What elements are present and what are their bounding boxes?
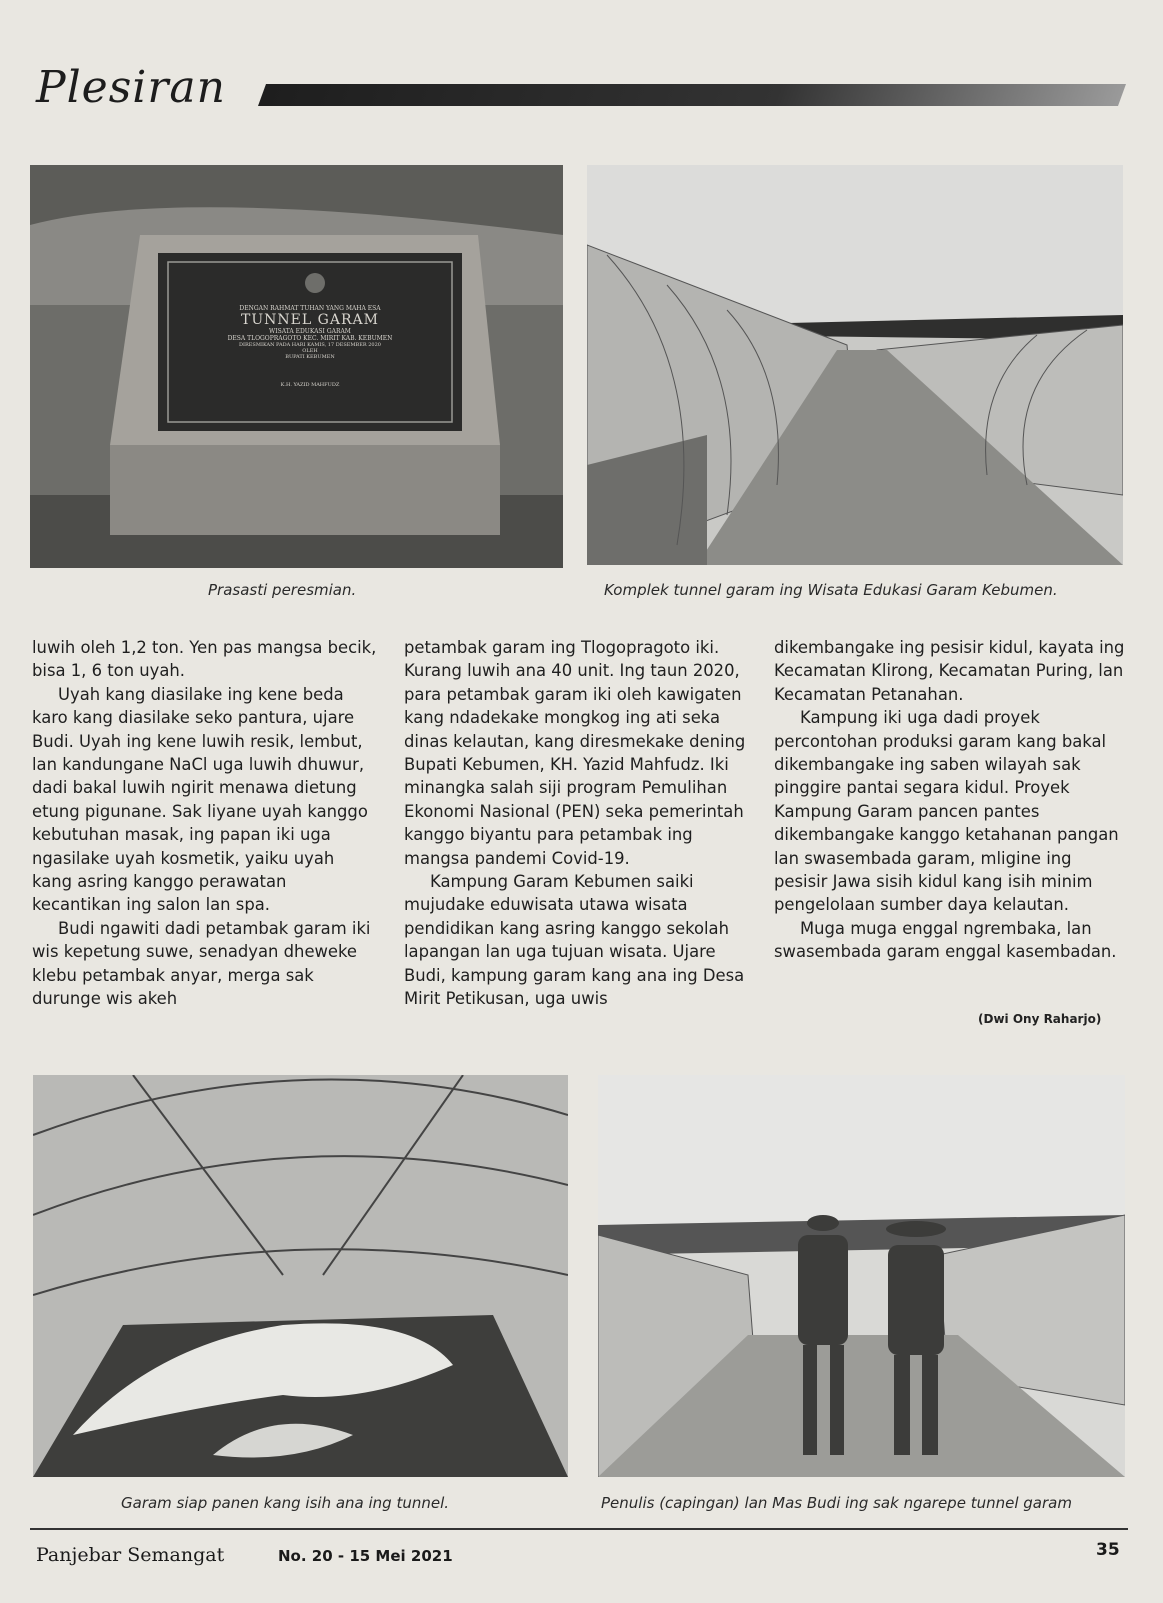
photo-salt-tunnel: [33, 1075, 568, 1477]
photo-plaque: [30, 165, 563, 568]
article-column-1: [32, 636, 377, 1011]
plaque-line7: K.H. YAZID MAHFUDZ: [280, 382, 340, 388]
caption-photo1: Prasasti peresmian.: [208, 581, 357, 599]
plaque-line5: OLEH: [302, 348, 318, 354]
section-title: Plesiran: [36, 62, 226, 113]
plaque-line1: DENGAN RAHMAT TUHAN YANG MAHA ESA: [239, 305, 381, 312]
header-rule: [258, 84, 1126, 106]
article-column-3: [774, 636, 1128, 964]
photo-tunnel-complex: [587, 165, 1123, 565]
paragraph: luwih oleh 1,2 ton. Yen pas mangsa becik, bisa 1, 6 ton uyah.: [32, 638, 377, 681]
caption-photo3: Garam siap panen kang isih ana ing tunnel.: [121, 1494, 450, 1512]
page-number: 35: [1096, 1540, 1120, 1560]
article-column-2: [404, 636, 754, 1011]
issue-info: No. 20 - 15 Mei 2021: [278, 1547, 453, 1565]
plaque-line2: WISATA EDUKASI GARAM: [269, 328, 351, 335]
paragraph: petambak garam ing Tlogopragoto iki. Kurang luwih ana 40 unit. Ing taun 2020, para petambak garam iki oleh kawigaten kang ndadekake mongkog ing ati seka dinas kelautan, kang diresmekake dening Bupati Kebumen, KH. Yazid Mahfudz. Iki minangka salah siji program Pemulihan Ekonomi Nasional (PEN) seka pemerintah kanggo biyantu para petambak ing mangsa pandemi Covid-19.: [404, 638, 746, 868]
plaque-line4: DIRESMIKAN PADA HARI KAMIS, 17 DESEMBER 2020: [239, 342, 381, 348]
paragraph: Uyah kang diasilake ing kene beda karo kang diasilake seko pantura, ujare Budi. Uyah ing kene luwih resik, lembut, lan kandungane NaCl uga luwih dhuwur, dadi bakal luwih ngirit menawa dietung etung pigunane. Sak liyane uyah kanggo kebutuhan masak, ing papan iki uga ngasilake uyah kosmetik, yaiku uyah kang asring kanggo perawatan kecantikan ing salon lan spa.: [32, 684, 368, 915]
plaque-title: TUNNEL GARAM: [241, 312, 379, 328]
byline: (Dwi Ony Raharjo): [978, 1012, 1102, 1026]
caption-photo4: Penulis (capingan) lan Mas Budi ing sak ngarepe tunnel garam: [601, 1494, 1072, 1512]
paragraph: Muga muga enggal ngrembaka, lan swasembada garam enggal kasembadan.: [774, 918, 1117, 962]
paragraph: Kampung iki uga dadi proyek percontohan produksi garam kang bakal dikembangake ing saben wilayah sak pinggire pantai segara kidul. Proyek Kampung Garam pancen pantes dikembangake kanggo ketahanan pangan lan swasembada garam, mligine ing pesisir Jawa sisih kidul kang isih minim pengelolaan sumber daya kelautan.: [774, 708, 1119, 915]
caption-photo2: Komplek tunnel garam ing Wisata Edukasi Garam Kebumen.: [604, 581, 1058, 599]
plaque-line3: DESA TLOGOPRAGOTO KEC. MIRIT KAB. KEBUMEN: [227, 335, 393, 342]
magazine-name: Panjebar Semangat: [36, 1544, 225, 1566]
footer-rule: [30, 1528, 1128, 1530]
paragraph: dikembangake ing pesisir kidul, kayata ing Kecamatan Klirong, Kecamatan Puring, lan Kecamatan Petanahan.: [774, 638, 1125, 704]
plaque-line6: BUPATI KEBUMEN: [285, 354, 335, 360]
paragraph: Kampung Garam Kebumen saiki mujudake eduwisata utawa wisata pendidikan kang asring kanggo sekolah lapangan lan uga tujuan wisata. Ujare Budi, kampung garam kang ana ing Desa Mirit Petikusan, uga uwis: [404, 872, 745, 1009]
paragraph: Budi ngawiti dadi petambak garam iki wis kepetung suwe, senadyan dheweke klebu petambak anyar, merga sak durunge wis akeh: [32, 918, 371, 1009]
photo-people-tunnel: [598, 1075, 1125, 1477]
